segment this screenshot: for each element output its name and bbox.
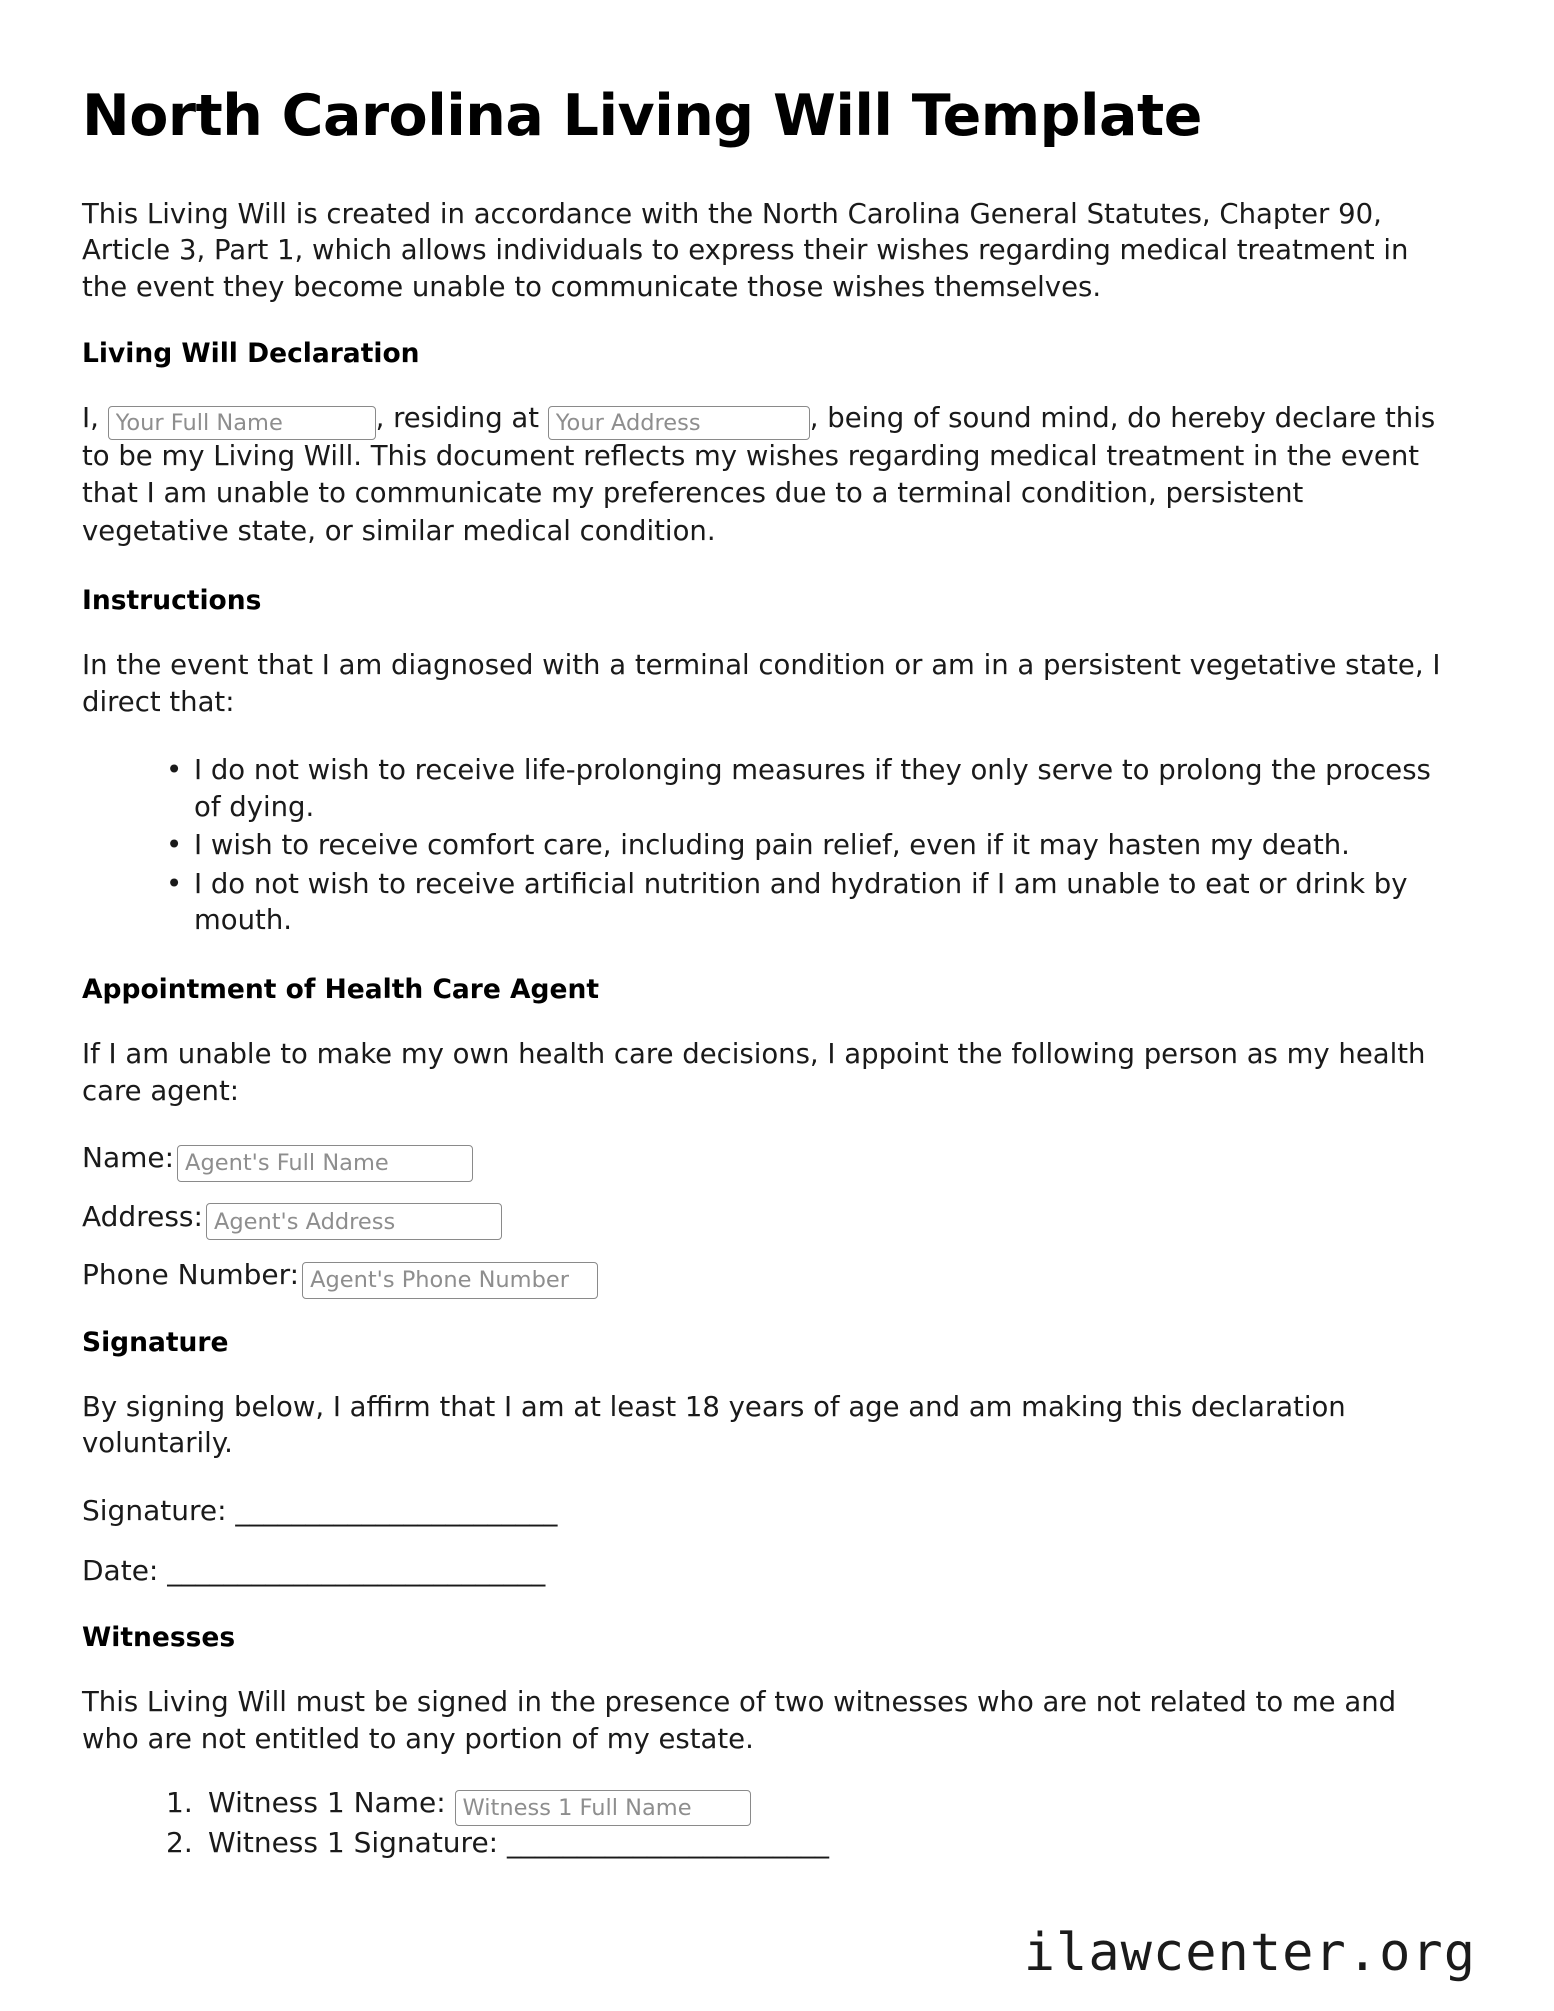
witness-1-signature-blank-line: _______________________ (507, 1826, 830, 1860)
list-item: • I wish to receive comfort care, including pain relief, even if it may hasten my death. (162, 827, 1454, 864)
instructions-lead-paragraph: In the event that I am diagnosed with a terminal condition or am in a persistent vegetative state, I direct that: (82, 649, 1441, 718)
list-item: • I do not wish to receive artificial nutrition and hydration if I am unable to eat or drink by mouth. (162, 866, 1454, 939)
agent-address-input[interactable] (206, 1203, 502, 1240)
section-heading-instructions: Instructions (82, 584, 262, 616)
signature-label: Signature: (82, 1493, 227, 1527)
signature-lead-paragraph: By signing below, I affirm that I am at least 18 years of age and am making this declaration voluntarily. (82, 1390, 1346, 1460)
date-label: Date: (82, 1553, 159, 1587)
date-line-row (82, 1554, 1454, 1588)
witness-1-signature-label: Witness 1 Signature: (208, 1826, 499, 1860)
agent-phone-number-input[interactable] (302, 1262, 598, 1299)
agent-full-name-input[interactable] (177, 1145, 473, 1182)
signature-line-row (82, 1494, 1454, 1528)
declaration-text-between: , residing at (375, 402, 540, 435)
declaration-text-after: , being of sound mind, do hereby declare this to be my Living Will. This document reflects my wishes regarding medical treatment in the event that I am unable to communicate my preferences due to a terminal condition, persistent vegetative state, or similar medical condition. (82, 402, 1436, 547)
witness-1-name-label: Witness 1 Name: (208, 1786, 446, 1820)
section-heading-witnesses: Witnesses (82, 1622, 236, 1654)
signature-blank-line: _______________________ (235, 1493, 558, 1527)
intro-paragraph: This Living Will is created in accordance with the North Carolina General Statutes, Chapter 90, Article 3, Part 1, which allows individuals to express their wishes regarding medical treatment in the event they become unable to communicate those wishes themselves. (82, 197, 1409, 303)
section-heading-signature: Signature (82, 1326, 229, 1358)
agent-name-row (82, 1141, 1454, 1179)
list-item (166, 1785, 1454, 1823)
witness-1-name-input[interactable] (455, 1790, 751, 1826)
agent-phone-row (82, 1258, 1454, 1296)
agent-name-label: Name: (82, 1141, 175, 1175)
list-item (166, 1825, 1454, 1860)
declarant-full-name-input[interactable] (108, 406, 376, 440)
section-heading-declaration: Living Will Declaration (82, 338, 420, 370)
page-title: North Carolina Living Will Template (82, 83, 1202, 149)
declaration-paragraph (82, 400, 1452, 550)
list-item: • I do not wish to receive life-prolonging measures if they only serve to prolong the process of dying. (162, 752, 1454, 825)
agent-lead-paragraph: If I am unable to make my own health care decisions, I appoint the following person as my health care agent: (82, 1038, 1426, 1107)
instructions-bullet-list (82, 752, 1454, 939)
date-blank-line: ___________________________ (167, 1553, 546, 1587)
agent-address-label: Address: (82, 1199, 203, 1233)
declaration-text-before-name: I, (82, 402, 99, 435)
witness-numbered-list (82, 1785, 1454, 1860)
section-heading-health-care-agent: Appointment of Health Care Agent (82, 973, 600, 1005)
site-watermark: ilawcenter.org (1023, 1923, 1476, 1983)
agent-address-row (82, 1200, 1454, 1238)
witnesses-lead-paragraph: This Living Will must be signed in the presence of two witnesses who are not related to me and who are not entitled to any portion of my estate. (82, 1686, 1397, 1755)
agent-phone-label: Phone Number: (82, 1258, 300, 1292)
declarant-address-input[interactable] (548, 406, 810, 440)
